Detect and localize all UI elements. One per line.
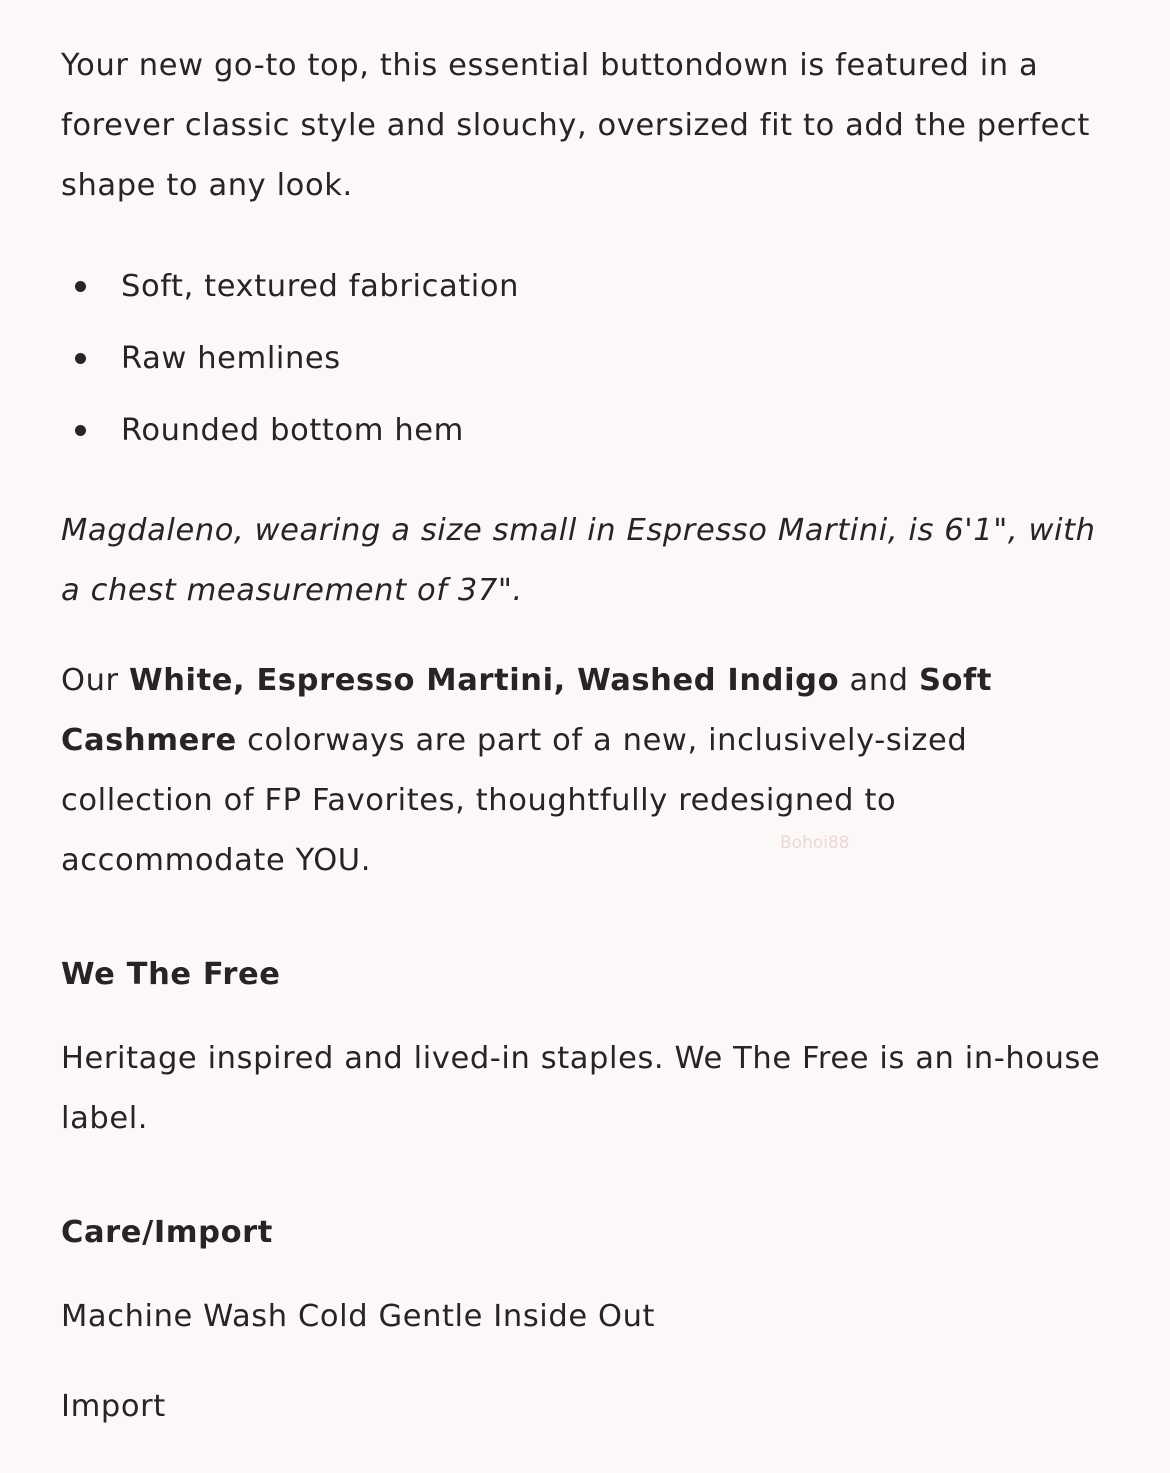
care-origin: Import bbox=[61, 1389, 166, 1424]
list-item bbox=[61, 251, 1121, 323]
feature-text: Raw hemlines bbox=[121, 341, 341, 376]
colorways-suffix: colorways are part of a new, inclusively-sized collection of FP Favorites, thoughtfully redesigned to accommodate YOU. bbox=[61, 723, 968, 878]
bullet-icon bbox=[75, 353, 86, 364]
bullet-icon bbox=[75, 281, 86, 292]
list-item bbox=[61, 395, 1121, 467]
brand-description: Heritage inspired and lived-in staples. We The Free is an in-house label. bbox=[61, 1041, 1101, 1136]
colorways-prefix: Our bbox=[61, 663, 129, 698]
feature-list bbox=[61, 251, 1121, 467]
feature-text: Rounded bottom hem bbox=[121, 413, 464, 448]
model-size-note: Magdaleno, wearing a size small in Espresso Martini, is 6'1", with a chest measurement of 37". bbox=[61, 513, 1096, 608]
colorways-last-color: Soft Cashmere bbox=[61, 663, 993, 758]
care-wash-instructions: Machine Wash Cold Gentle Inside Out bbox=[61, 1299, 656, 1334]
watermark: Bohoi88 bbox=[780, 833, 850, 853]
colorways-note bbox=[61, 651, 1121, 891]
list-item bbox=[61, 323, 1121, 395]
feature-text: Soft, textured fabrication bbox=[121, 269, 520, 304]
colorways-colors: White, Espresso Martini, Washed Indigo bbox=[128, 663, 840, 698]
brand-heading: We The Free bbox=[61, 957, 281, 992]
bullet-icon bbox=[75, 425, 86, 436]
colorways-and: and bbox=[839, 663, 919, 698]
care-heading: Care/Import bbox=[61, 1215, 273, 1250]
product-intro: Your new go-to top, this essential buttondown is featured in a forever classic style and slouchy, oversized fit to add the perfect shape to any look. bbox=[61, 48, 1090, 203]
product-details bbox=[61, 36, 1121, 1437]
